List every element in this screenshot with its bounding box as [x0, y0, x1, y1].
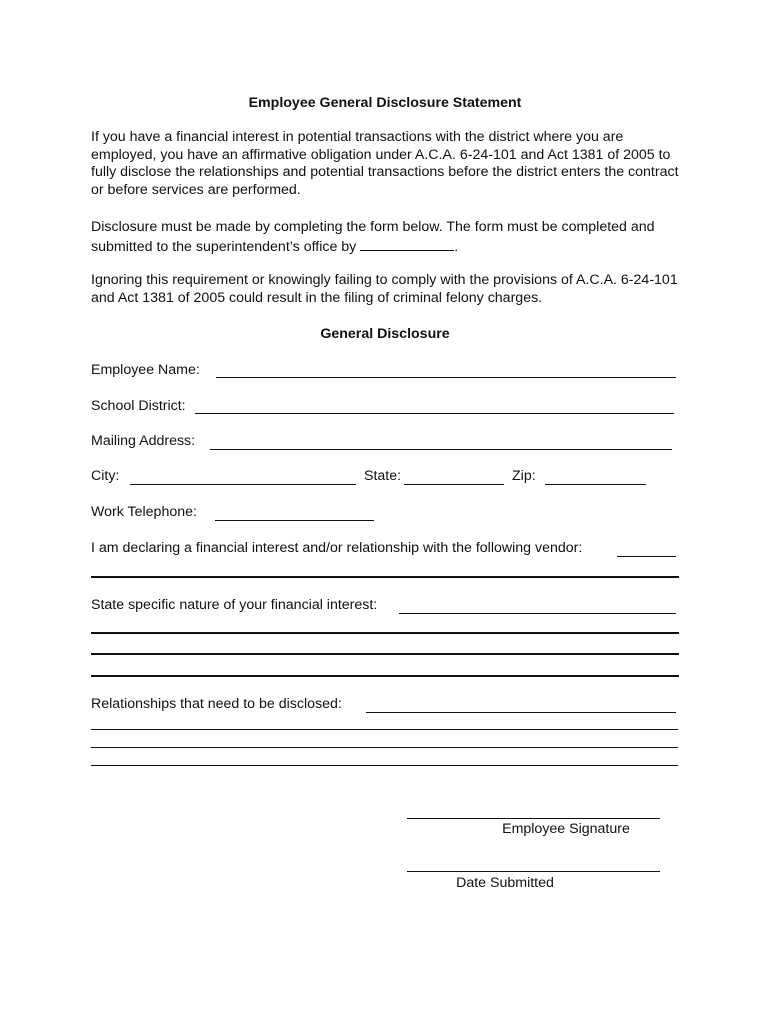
section-heading: General Disclosure	[320, 326, 450, 342]
state-label: State:	[364, 468, 402, 484]
vendor-field-inline[interactable]	[617, 556, 676, 557]
zip-label: Zip:	[512, 468, 536, 484]
work-telephone-label: Work Telephone:	[91, 504, 197, 520]
nature-field-line-3[interactable]	[91, 675, 679, 677]
submission-date-blank[interactable]	[360, 237, 454, 251]
submission-paragraph: Disclosure must be made by completing the form below. The form must be completed and submitted to the superintendent’s office by .	[91, 219, 655, 255]
relationships-field-line-1[interactable]	[91, 729, 678, 730]
document-title: Employee General Disclosure Statement	[248, 95, 522, 111]
nature-field-inline[interactable]	[399, 613, 676, 614]
mailing-address-label: Mailing Address:	[91, 433, 196, 449]
date-submitted-field[interactable]	[407, 871, 660, 872]
employee-signature-label: Employee Signature	[502, 821, 630, 837]
vendor-label: I am declaring a financial interest and/or relationship with the following vendor:	[91, 540, 583, 556]
relationships-field-line-2[interactable]	[91, 747, 678, 748]
city-field[interactable]	[130, 484, 356, 485]
city-label: City:	[91, 468, 120, 484]
nature-label: State specific nature of your financial interest:	[91, 597, 378, 613]
intro-paragraph: If you have a financial interest in potential transactions with the district where you are employed, you have an affirmative obligation under A.C.A. 6-24-101 and Act 1381 of 2005 to fully disclose the relationships and potential transactions before the district enters the contract or before services are performed.	[91, 129, 679, 198]
school-district-field[interactable]	[195, 413, 674, 414]
employee-signature-field[interactable]	[407, 818, 660, 819]
submission-text: Disclosure must be made by completing the form below. The form must be completed and submitted to the superintendent’s office by	[91, 219, 655, 255]
warning-paragraph: Ignoring this requirement or knowingly failing to comply with the provisions of A.C.A. 6-24-101 and Act 1381 of 2005 could result in the filing of criminal felony charges.	[91, 272, 678, 306]
school-district-label: School District:	[91, 398, 186, 414]
nature-field-line-1[interactable]	[91, 632, 679, 634]
state-field[interactable]	[404, 484, 504, 485]
employee-name-label: Employee Name:	[91, 362, 200, 378]
nature-field-line-2[interactable]	[91, 653, 679, 655]
mailing-address-field[interactable]	[210, 449, 672, 450]
vendor-field-line[interactable]	[91, 576, 679, 578]
relationships-field-inline[interactable]	[366, 712, 676, 713]
relationships-label: Relationships that need to be disclosed:	[91, 696, 342, 712]
employee-name-field[interactable]	[216, 377, 676, 378]
zip-field[interactable]	[545, 484, 646, 485]
relationships-field-line-3[interactable]	[91, 765, 678, 766]
work-telephone-field[interactable]	[215, 520, 374, 521]
date-submitted-label: Date Submitted	[456, 875, 554, 891]
